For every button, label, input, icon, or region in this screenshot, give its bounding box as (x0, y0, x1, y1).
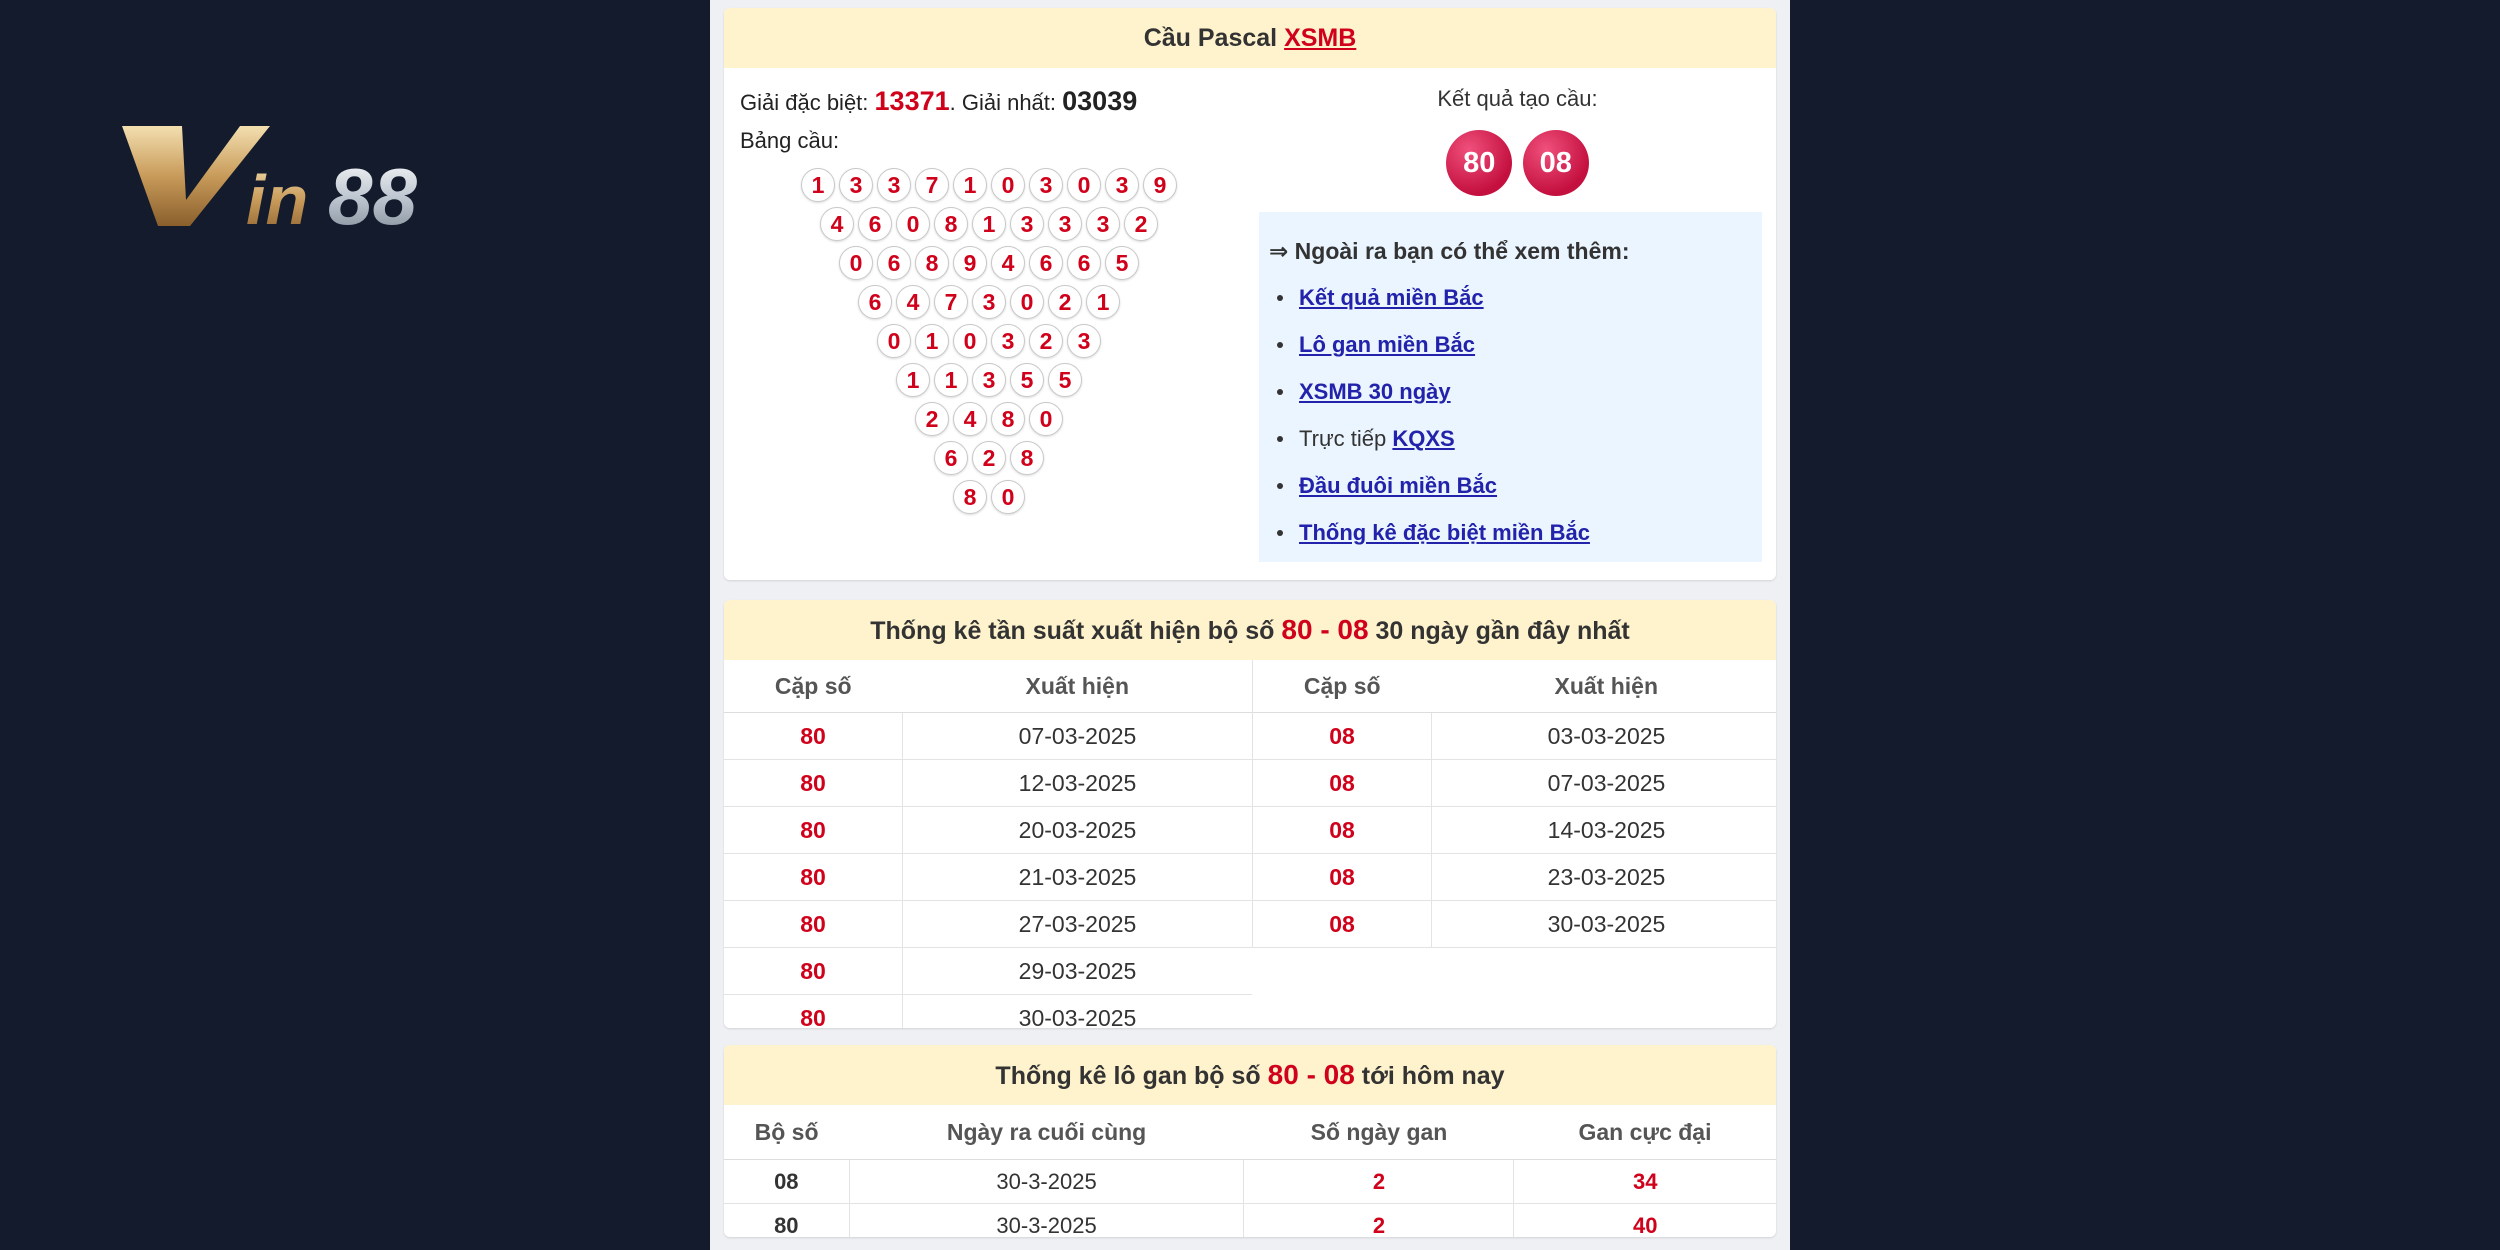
pascal-digit: 4 (820, 207, 854, 241)
lo-gan-table (724, 1105, 1776, 1237)
pascal-digit: 3 (1067, 324, 1101, 358)
pascal-digit: 2 (1048, 285, 1082, 319)
frequency-card (724, 600, 1776, 1028)
pascal-digit: 4 (991, 246, 1025, 280)
pascal-digit: 1 (915, 324, 949, 358)
date-cell: 12-03-2025 (903, 760, 1253, 807)
pascal-digit: 8 (953, 480, 987, 514)
pascal-digit: 4 (896, 285, 930, 319)
pair-cell: 08 (1253, 807, 1432, 854)
pair-cell: 08 (1253, 854, 1432, 901)
date-cell: 21-03-2025 (903, 854, 1253, 901)
pascal-digit: 9 (1143, 168, 1177, 202)
see-more-item (1299, 274, 1590, 321)
table-row (724, 1204, 1776, 1238)
table-row (1253, 901, 1776, 948)
result-ball: 08 (1523, 130, 1589, 196)
pascal-triangle (724, 168, 1254, 538)
pair-cell: 80 (724, 760, 903, 807)
pascal-digit: 0 (1029, 402, 1063, 436)
gan-cell: 34 (1514, 1160, 1776, 1204)
pascal-digit: 5 (1105, 246, 1139, 280)
date-cell: 07-03-2025 (1432, 760, 1777, 807)
svg-text:in: in (246, 161, 309, 230)
see-more-link[interactable]: Thống kê đặc biệt miền Bắc (1299, 520, 1590, 545)
col-pair: Cặp số (724, 660, 903, 713)
pascal-digit: 5 (1010, 363, 1044, 397)
pascal-digit: 0 (896, 207, 930, 241)
gan-cell: 08 (724, 1160, 849, 1204)
pascal-digit: 1 (953, 168, 987, 202)
vin88-logo (120, 118, 482, 230)
pair-cell: 80 (724, 807, 903, 854)
pascal-digit: 3 (972, 285, 1006, 319)
frequency-card-title: Thống kê tần suất xuất hiện bộ số 80 - 08 30 ngày gần đây nhất (724, 600, 1776, 660)
table-row (1253, 760, 1776, 807)
pascal-digit: 6 (877, 246, 911, 280)
col-pair: Cặp số (1253, 660, 1432, 713)
pascal-digit: 6 (858, 285, 892, 319)
xsmb-link[interactable]: XSMB (1284, 24, 1357, 52)
gan-col-header: Bộ số (724, 1105, 849, 1160)
see-more-link[interactable]: XSMB 30 ngày (1299, 379, 1451, 404)
pascal-digit: 0 (953, 324, 987, 358)
pascal-digit: 2 (1124, 207, 1158, 241)
pascal-digit: 3 (972, 363, 1006, 397)
pascal-digit: 6 (1029, 246, 1063, 280)
col-appear: Xuất hiện (1432, 660, 1777, 713)
pascal-digit: 3 (1105, 168, 1139, 202)
pascal-digit: 3 (1048, 207, 1082, 241)
pascal-digit: 5 (1048, 363, 1082, 397)
pascal-digit: 9 (953, 246, 987, 280)
frequency-table-08 (1252, 660, 1776, 948)
pascal-digit: 1 (934, 363, 968, 397)
pascal-row (724, 168, 1254, 204)
pascal-digit: 0 (991, 168, 1025, 202)
pascal-digit: 0 (877, 324, 911, 358)
gan-cell: 30-3-2025 (849, 1204, 1244, 1238)
see-more-list (1259, 274, 1590, 556)
pascal-digit: 1 (1086, 285, 1120, 319)
see-more-item (1299, 462, 1590, 509)
table-row (724, 948, 1252, 995)
first-prize-value: 03039 (1062, 86, 1138, 116)
date-cell: 30-03-2025 (903, 995, 1253, 1029)
date-cell: 29-03-2025 (903, 948, 1253, 995)
pascal-digit: 7 (915, 168, 949, 202)
see-more-link[interactable]: Lô gan miền Bắc (1299, 332, 1476, 357)
pascal-digit: 1 (896, 363, 930, 397)
pascal-digit: 3 (1029, 168, 1063, 202)
pascal-row (724, 363, 1254, 399)
pascal-digit: 4 (953, 402, 987, 436)
pascal-digit: 8 (934, 207, 968, 241)
gan-cell: 2 (1244, 1204, 1514, 1238)
pascal-digit: 0 (991, 480, 1025, 514)
table-row (1253, 854, 1776, 901)
table-row (724, 854, 1252, 901)
see-more-item (1299, 509, 1590, 556)
gan-col-header: Số ngày gan (1244, 1105, 1514, 1160)
gan-cell: 30-3-2025 (849, 1160, 1244, 1204)
pair-cell: 80 (724, 995, 903, 1029)
see-more-item (1299, 368, 1590, 415)
pascal-digit: 3 (839, 168, 873, 202)
table-row (724, 1160, 1776, 1204)
pascal-digit: 3 (1086, 207, 1120, 241)
pascal-digit: 8 (915, 246, 949, 280)
table-row (724, 713, 1252, 760)
gan-cell: 40 (1514, 1204, 1776, 1238)
gan-cell: 80 (724, 1204, 849, 1238)
pascal-row (724, 402, 1254, 438)
pascal-digit: 8 (1010, 441, 1044, 475)
pascal-digit: 0 (839, 246, 873, 280)
gan-cell: 2 (1244, 1160, 1514, 1204)
prize-line: Giải đặc biệt: 13371. Giải nhất: 03039 (740, 86, 1138, 116)
result-balls (1259, 130, 1776, 196)
table-row (724, 807, 1252, 854)
pair-cell: 08 (1253, 901, 1432, 948)
see-more-box (1259, 212, 1762, 562)
pascal-digit: 0 (1067, 168, 1101, 202)
pascal-digit: 6 (858, 207, 892, 241)
date-cell: 20-03-2025 (903, 807, 1253, 854)
pascal-digit: 3 (877, 168, 911, 202)
lo-gan-card-title: Thống kê lô gan bộ số 80 - 08 tới hôm nay (724, 1045, 1776, 1105)
pascal-digit: 6 (934, 441, 968, 475)
date-cell: 03-03-2025 (1432, 713, 1777, 760)
date-cell: 27-03-2025 (903, 901, 1253, 948)
gan-col-header: Gan cực đại (1514, 1105, 1776, 1160)
pascal-digit: 0 (1010, 285, 1044, 319)
pascal-row (724, 285, 1254, 321)
table-row (724, 760, 1252, 807)
see-more-title: ⇒ Ngoài ra bạn có thể xem thêm: (1269, 238, 1630, 264)
pascal-digit: 6 (1067, 246, 1101, 280)
pair-cell: 80 (724, 854, 903, 901)
table-row (724, 901, 1252, 948)
svg-text:88: 88 (328, 152, 417, 230)
see-more-item (1299, 321, 1590, 368)
pascal-row (724, 324, 1254, 360)
pair-cell: 80 (724, 901, 903, 948)
see-more-item (1299, 415, 1590, 462)
pascal-row (724, 480, 1254, 516)
table-row (724, 995, 1252, 1029)
gan-col-header: Ngày ra cuối cùng (849, 1105, 1244, 1160)
pascal-row (724, 246, 1254, 282)
result-ball: 80 (1446, 130, 1512, 196)
date-cell: 23-03-2025 (1432, 854, 1777, 901)
pascal-digit: 2 (972, 441, 1006, 475)
result-label: Kết quả tạo cầu: (1437, 86, 1598, 111)
date-cell: 07-03-2025 (903, 713, 1253, 760)
table-label: Bảng cầu: (740, 128, 840, 153)
pair-cell: 08 (1253, 760, 1432, 807)
pascal-digit: 1 (972, 207, 1006, 241)
see-more-prefix: Trực tiếp (1299, 426, 1393, 451)
pascal-digit: 1 (801, 168, 835, 202)
pascal-row (724, 441, 1254, 477)
col-appear: Xuất hiện (903, 660, 1253, 713)
frequency-table-80 (724, 660, 1252, 1028)
lo-gan-card (724, 1045, 1776, 1237)
main-column (710, 0, 1790, 1250)
pascal-digit: 2 (1029, 324, 1063, 358)
pascal-digit: 7 (934, 285, 968, 319)
table-row (1253, 807, 1776, 854)
pascal-digit: 8 (991, 402, 1025, 436)
pair-cell: 08 (1253, 713, 1432, 760)
see-more-link[interactable]: Kết quả miền Bắc (1299, 285, 1484, 310)
pascal-card-title: Cầu Pascal XSMB (724, 8, 1776, 68)
pascal-digit: 3 (1010, 207, 1044, 241)
see-more-link[interactable]: Đầu đuôi miền Bắc (1299, 473, 1498, 498)
date-cell: 30-03-2025 (1432, 901, 1777, 948)
pascal-digit: 2 (915, 402, 949, 436)
pascal-card (724, 8, 1776, 580)
pair-cell: 80 (724, 948, 903, 995)
date-cell: 14-03-2025 (1432, 807, 1777, 854)
see-more-link[interactable]: KQXS (1392, 426, 1455, 451)
table-row (1253, 713, 1776, 760)
pascal-digit: 3 (991, 324, 1025, 358)
special-prize-value: 13371 (874, 86, 950, 116)
pascal-row (724, 207, 1254, 243)
pair-cell: 80 (724, 713, 903, 760)
